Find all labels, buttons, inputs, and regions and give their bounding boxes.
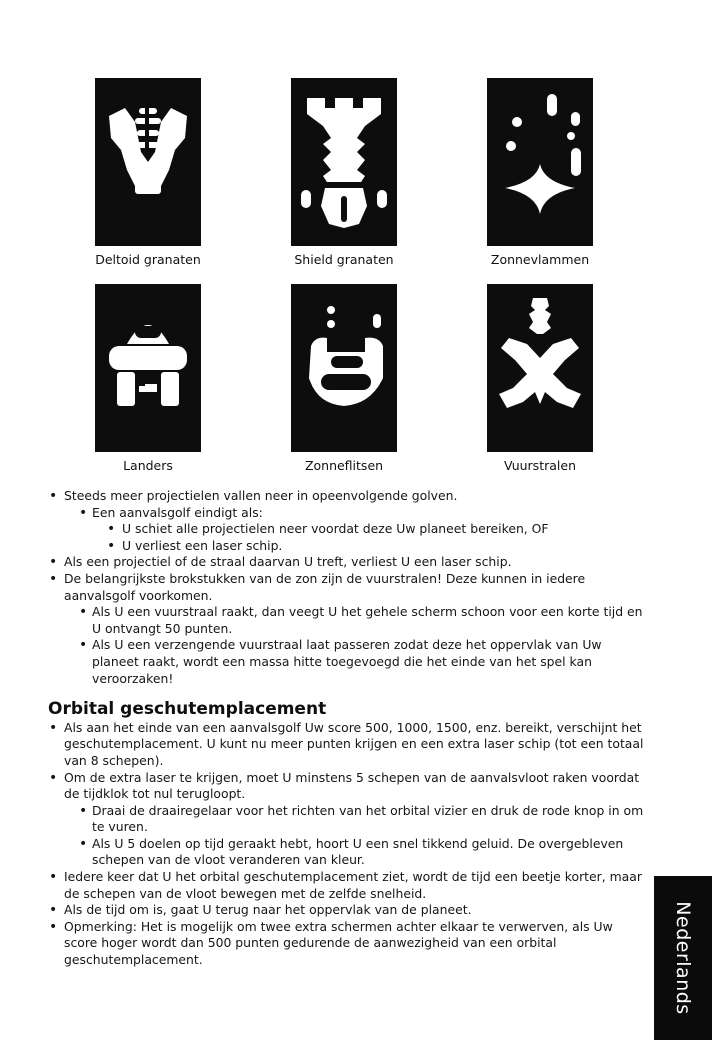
list-item: • Als een projectiel of de straal daarvan U treft, verliest U een laser schip. <box>48 554 646 571</box>
enemy-icon-grid <box>48 78 638 478</box>
icon-caption: Vuurstralen <box>504 458 576 473</box>
zonnevlammen-icon <box>487 78 593 246</box>
icon-cell-deltoid <box>48 78 248 267</box>
icon-caption: Zonnevlammen <box>490 252 590 267</box>
section-heading: Orbital geschutemplacement <box>48 699 327 720</box>
instruction-text <box>48 488 646 969</box>
icon-cell-vuurstralen <box>440 284 640 473</box>
vuurstralen-icon <box>487 284 593 452</box>
list-item: • Als U een verzengende vuurstraal laat passeren zodat deze het oppervlak van Uw planeet raakt, wordt een massa hitte toegevoegd die het einde van het spel kan veroorzaken! <box>78 637 646 687</box>
language-tab-label: Nederlands <box>672 901 694 1015</box>
list-item: • U verliest een laser schip. <box>106 538 646 555</box>
icon-cell-zonneflitsen <box>244 284 444 473</box>
list-item: • Iedere keer dat U het orbital geschutemplacement ziet, wordt de tijd een beetje korter, maar de schepen van de vloot bewegen met de zelfde snelheid. <box>48 869 646 902</box>
zonneflitsen-icon <box>291 284 397 452</box>
list-item: • De belangrijkste brokstukken van de zon zijn de vuurstralen! Deze kunnen in iedere aanvalsgolf voorkomen. • Als U een vuurstraal raakt, dan veegt U het gehele scherm schoon voor een korte tijd en U ontvangt 50 punten. • Als U een verzengende vuurstraal laat passeren zodat deze het oppervlak van Uw planeet raakt, wordt een massa hitte toegevoegd die het einde van het spel kan veroorzaken! <box>48 571 646 687</box>
list-item: • Steeds meer projectielen vallen neer in opeenvolgende golven. • Een aanvalsgolf eindigt als: • U schiet alle projectielen neer voordat deze Uw planeet bereiken, OF • U verliest een laser schip. <box>48 488 646 554</box>
bullet-list <box>48 488 646 687</box>
icon-caption: Landers <box>123 458 173 473</box>
icon-cell-shield <box>244 78 444 267</box>
language-tab <box>654 876 712 1040</box>
list-item: • Om de extra laser te krijgen, moet U minstens 5 schepen van de aanvalsvloot raken voordat de tijdklok tot nul terugloopt. • Draai de draairegelaar voor het richten van het orbital vizier en druk de rode knop in om te vuren. • Als U 5 doelen op tijd geraakt hebt, hoort U een snel tikkend geluid. De overgebleven schepen van de vloot veranderen van kleur. <box>48 770 646 870</box>
list-item: • Als aan het einde van een aanvalsgolf Uw score 500, 1000, 1500, enz. bereikt, verschijnt het geschutemplacement. U kunt nu meer punten krijgen en een extra laser schip (tot een totaal van 8 schepen). <box>48 720 646 770</box>
list-item: • Als U een vuurstraal raakt, dan veegt U het gehele scherm schoon voor een korte tijd en U ontvangt 50 punten. <box>78 604 646 637</box>
shield-granaten-icon <box>291 78 397 246</box>
list-item: • Een aanvalsgolf eindigt als: • U schiet alle projectielen neer voordat deze Uw planeet bereiken, OF • U verliest een laser schip. <box>78 505 646 555</box>
list-item: • U schiet alle projectielen neer voordat deze Uw planeet bereiken, OF <box>106 521 646 538</box>
icon-caption: Shield granaten <box>294 252 394 267</box>
deltoid-granaten-icon <box>95 78 201 246</box>
icon-caption: Zonneflitsen <box>304 458 384 473</box>
icon-caption: Deltoid granaten <box>95 252 201 267</box>
list-item: • Opmerking: Het is mogelijk om twee extra schermen achter elkaar te verwerven, als Uw score hoger wordt dan 500 punten gedurende de aanwezigheid van een orbital geschutemplacement. <box>48 919 646 969</box>
bullet-list <box>48 720 646 969</box>
list-item: • Als de tijd om is, gaat U terug naar het oppervlak van de planeet. <box>48 902 646 919</box>
icon-cell-zonnevlammen <box>440 78 640 267</box>
list-item: • Als U 5 doelen op tijd geraakt hebt, hoort U een snel tikkend geluid. De overgebleven schepen van de vloot veranderen van kleur. <box>78 836 646 869</box>
landers-icon <box>95 284 201 452</box>
icon-cell-landers <box>48 284 248 473</box>
list-item: • Draai de draairegelaar voor het richten van het orbital vizier en druk de rode knop in om te vuren. <box>78 803 646 836</box>
